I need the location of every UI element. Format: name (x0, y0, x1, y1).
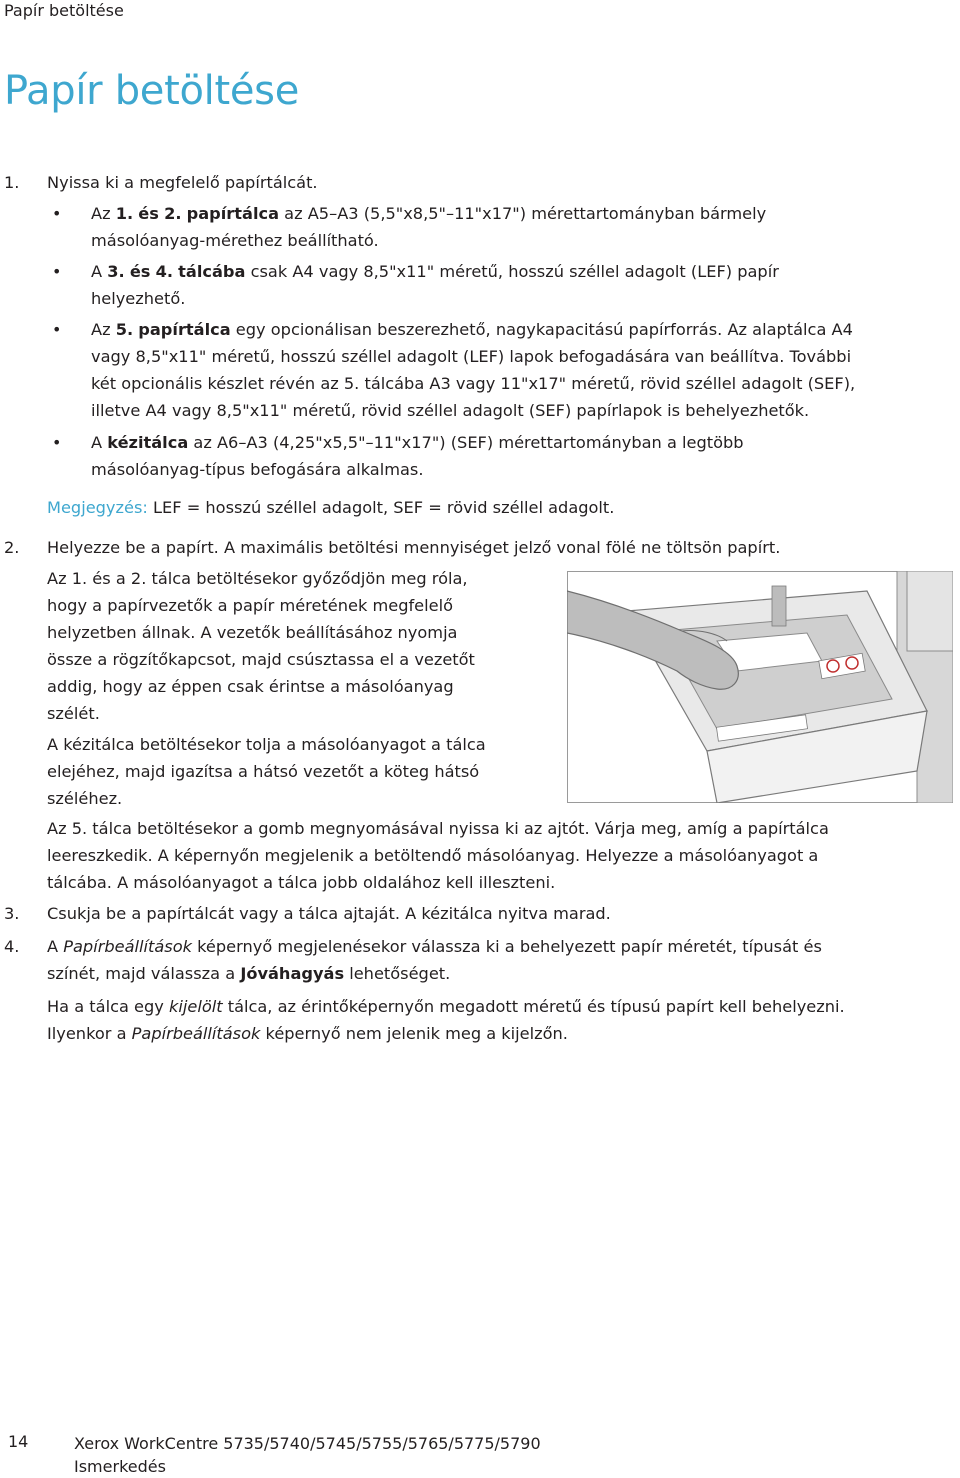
footer-product-name: Xerox WorkCentre 5735/5740/5745/5755/5765/5775/5790 (74, 1434, 541, 1453)
bullet-3-line-3: két opcionális készlet révén az 5. tálcába A3 vagy 11"x17" méretű, rövid széllel adagolt (SEF), (91, 374, 856, 393)
page-number: 14 (8, 1432, 29, 1451)
step-4-para-2-line-1: Ha a tálca egy kijelölt tálca, az érintőképernyőn megadott méretű és típusú papírt kell behelyezni. (47, 997, 845, 1016)
machine-panel (907, 571, 953, 651)
step-4-line-2: színét, majd válassza a Jóváhagyás lehetőséget. (47, 964, 451, 983)
step-3-text: Csukja be a papírtálcát vagy a tálca ajtaját. A kézitálca nyitva marad. (47, 904, 611, 923)
footer-section: Ismerkedés (74, 1457, 166, 1476)
step-2-para-1-line: helyzetben állnak. A vezetők beállításához nyomja (47, 623, 458, 642)
guide-right (772, 586, 786, 626)
tray-illustration (567, 571, 953, 803)
step-1-number: 1. (4, 173, 20, 192)
running-header: Papír betöltése (4, 1, 124, 20)
note-label: Megjegyzés: (47, 498, 148, 517)
step-4-number: 4. (4, 937, 20, 956)
bullet-4-line-1: A kézitálca az A6–A3 (4,25"x5,5"–11"x17") (SEF) mérettartományban a legtöbb (91, 433, 744, 452)
bullet-3-line-4: illetve A4 vagy 8,5"x11" méretű, rövid széllel adagolt (SEF) papírlapok is behelyezhetők. (91, 401, 810, 420)
step-2-para-1-line: szélét. (47, 704, 100, 723)
warning-icon (827, 660, 839, 672)
bullet-dot: • (52, 320, 62, 339)
bullet-1-line-1: Az 1. és 2. papírtálca az A5–A3 (5,5"x8,5"–11"x17") mérettartományban bármely (91, 204, 767, 223)
page-title: Papír betöltése (4, 68, 300, 114)
step-2-para-3-line: leereszkedik. A képernyőn megjelenik a betöltendő másolóanyag. Helyezze a másolóanyagot a (47, 846, 819, 865)
bullet-2-line-1: A 3. és 4. tálcába csak A4 vagy 8,5"x11" méretű, hosszú széllel adagolt (LEF) papír (91, 262, 779, 281)
step-2-para-1-line: addig, hogy az éppen csak érintse a másolóanyag (47, 677, 454, 696)
step-2-para-2-line: széléhez. (47, 789, 123, 808)
warning-icon (846, 657, 858, 669)
step-2-para-2-line: elejéhez, majd igazítsa a hátsó vezetőt a köteg hátsó (47, 762, 480, 781)
footer-product (74, 1432, 541, 1478)
step-2-text: Helyezze be a papírt. A maximális betöltési mennyiséget jelző vonal fölé ne töltsön papírt. (47, 538, 781, 557)
step-2-para-2-line: A kézitálca betöltésekor tolja a másolóanyagot a tálca (47, 735, 486, 754)
step-1-text: Nyissa ki a megfelelő papírtálcát. (47, 173, 318, 192)
bullet-dot: • (52, 262, 62, 281)
step-2-para-3-line: Az 5. tálca betöltésekor a gomb megnyomásával nyissa ki az ajtót. Várja meg, amíg a papírtálca (47, 819, 829, 838)
note: Megjegyzés: LEF = hosszú széllel adagolt, SEF = rövid széllel adagolt. (47, 498, 615, 517)
step-2-para-1-line: össze a rögzítőkapcsot, majd csúsztassa el a vezetőt (47, 650, 475, 669)
bullet-2-line-2: helyezhető. (91, 289, 186, 308)
step-4-line-1: A Papírbeállítások képernyő megjelenésekor válassza ki a behelyezett papír méretét, típusát és (47, 937, 822, 956)
bullet-dot: • (52, 204, 62, 223)
step-2-para-1-line: hogy a papírvezetők a papír méretének megfelelő (47, 596, 453, 615)
bullet-3-line-1: Az 5. papírtálca egy opcionálisan beszerezhető, nagykapacitású papírforrás. Az alaptálca A4 (91, 320, 853, 339)
bullet-dot: • (52, 433, 62, 452)
step-4-para-2-line-2: Ilyenkor a Papírbeállítások képernyő nem jelenik meg a kijelzőn. (47, 1024, 568, 1043)
step-2-para-1-line: Az 1. és a 2. tálca betöltésekor győződjön meg róla, (47, 569, 468, 588)
step-2-number: 2. (4, 538, 20, 557)
step-3-number: 3. (4, 904, 20, 923)
step-2-para-3-line: tálcába. A másolóanyagot a tálca jobb oldalához kell illeszteni. (47, 873, 556, 892)
bullet-1-line-2: másolóanyag-mérethez beállítható. (91, 231, 379, 250)
bullet-4-line-2: másolóanyag-típus befogására alkalmas. (91, 460, 424, 479)
bullet-3-line-2: vagy 8,5"x11" méretű, hosszú széllel adagolt (LEF) lapok befogadására van beállítva. További (91, 347, 852, 366)
